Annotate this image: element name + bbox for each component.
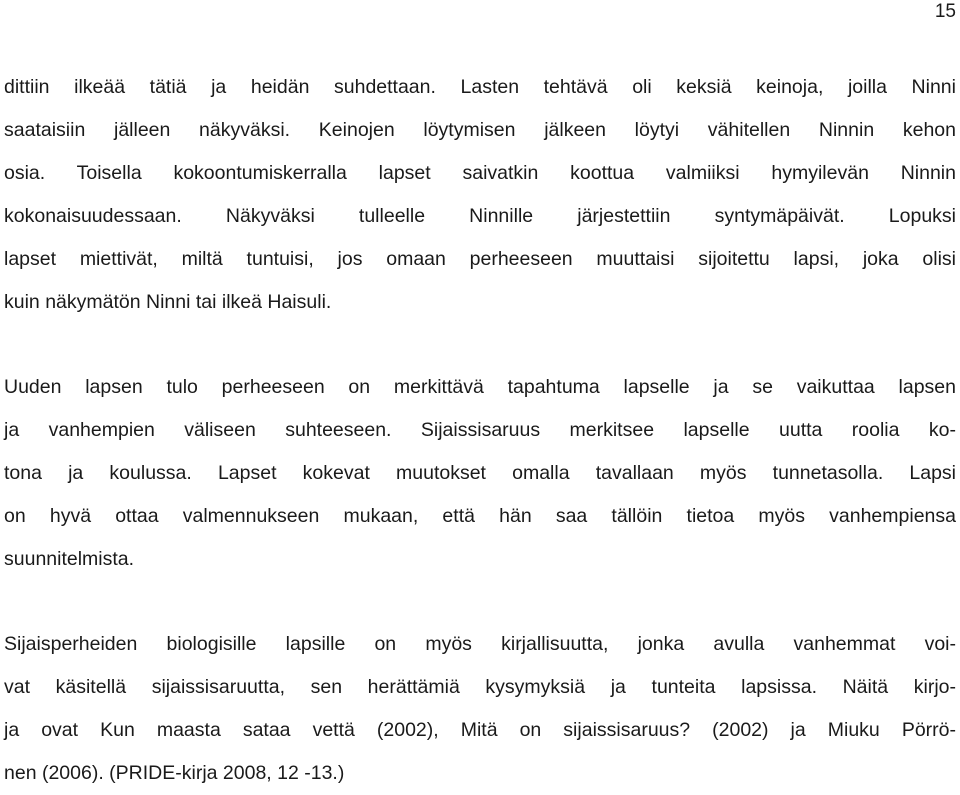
text-line: Uuden lapsen tulo perheeseen on merkittävä tapahtuma lapselle ja se vaikuttaa lapsen [4, 376, 956, 398]
text-line: vat käsitellä sijaissisaruutta, sen herättämiä kysymyksiä ja tunteita lapsissa. Näitä kirjo- [4, 676, 956, 698]
text-line: ja vanhempien väliseen suhteeseen. Sijaissisaruus merkitsee lapselle uutta roolia ko- [4, 419, 956, 441]
paragraph-literature [4, 623, 956, 795]
text-line: nen (2006). (PRIDE-kirja 2008, 12 -13.) [4, 762, 345, 784]
text-line: lapset miettivät, miltä tuntuisi, jos omaan perheeseen muuttaisi sijoitettu lapsi, joka olisi [4, 248, 956, 270]
text-line: dittiin ilkeää tätiä ja heidän suhdettaan. Lasten tehtävä oli keksiä keinoja, joilla Ninni [4, 76, 956, 98]
page-number: 15 [934, 1, 956, 22]
text-line: kuin näkymätön Ninni tai ilkeä Haisuli. [4, 291, 332, 313]
text-line: kokonaisuudessaan. Näkyväksi tulleelle Ninnille järjestettiin syntymäpäivät. Lopuksi [4, 205, 956, 227]
text-line: on hyvä ottaa valmennukseen mukaan, että hän saa tällöin tietoa myös vanhempiensa [4, 505, 956, 527]
text-line: osia. Toisella kokoontumiskerralla lapset saivatkin koottua valmiiksi hymyilevän Ninnin [4, 162, 956, 184]
paragraph-ninni-activity [4, 66, 956, 324]
text-line: Sijaisperheiden biologisille lapsille on myös kirjallisuutta, jonka avulla vanhemmat voi- [4, 633, 956, 655]
text-line: ja ovat Kun maasta sataa vettä (2002), Mitä on sijaissisaruus? (2002) ja Miuku Pörrö- [4, 719, 956, 741]
text-line: suunnitelmista. [4, 548, 135, 570]
text-line: saataisiin jälleen näkyväksi. Keinojen löytymisen jälkeen löytyi vähitellen Ninnin kehon [4, 119, 956, 141]
paragraph-new-child [4, 366, 956, 581]
text-line: tona ja koulussa. Lapset kokevat muutokset omalla tavallaan myös tunnetasolla. Lapsi [4, 462, 956, 484]
